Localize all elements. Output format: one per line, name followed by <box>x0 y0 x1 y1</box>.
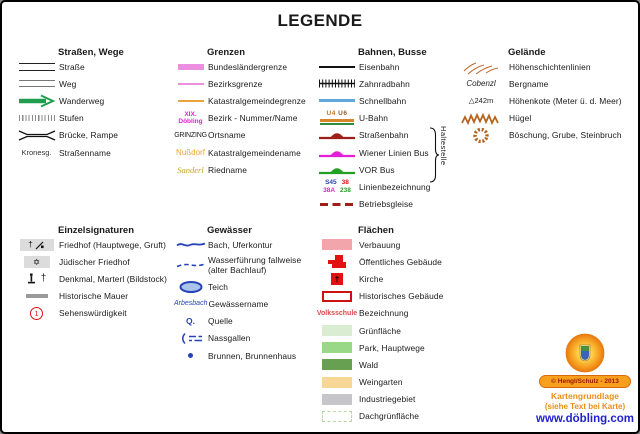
doebling-sun-logo-icon <box>565 333 605 373</box>
district-border-icon <box>178 83 204 85</box>
path-icon <box>19 80 55 87</box>
state-border-icon <box>178 64 204 70</box>
row-label: VOR Bus <box>359 164 395 175</box>
legend-row <box>15 270 167 287</box>
section-header: Gelände <box>508 47 546 58</box>
row-label: Höhenschichtenlinien <box>509 61 591 72</box>
section-header: Grenzen <box>207 47 246 58</box>
row-label: Wasserführung fallweise (alter Bachlauf) <box>208 255 302 275</box>
public-building-icon <box>316 254 358 269</box>
contour-lines-icon <box>454 59 508 75</box>
row-label: U-Bahn <box>359 113 388 124</box>
roof-green-swatch <box>322 411 352 422</box>
legend-row <box>174 347 301 364</box>
legend-row <box>174 295 301 312</box>
rack-railway-icon <box>316 79 358 88</box>
star-of-david-icon: ✡ <box>32 256 41 267</box>
legend-row <box>15 305 167 322</box>
row-label: Quelle <box>208 316 233 327</box>
monument-icon <box>27 273 47 284</box>
road-icon <box>19 63 55 71</box>
tram-stop-icon <box>316 130 358 140</box>
row-label: Dachgrünfläche <box>359 411 420 422</box>
row-label: Böschung, Grube, Steinbruch <box>509 130 622 141</box>
hill-icon <box>454 112 508 125</box>
forest-color-swatch <box>322 359 352 370</box>
stream-icon <box>174 239 207 250</box>
legend-row <box>316 75 431 92</box>
legend-row <box>454 58 622 75</box>
wet-area-icon <box>174 332 207 345</box>
row-label: Eisenbahn <box>359 61 400 72</box>
legend-row <box>316 178 431 195</box>
district-name-sample: XIX. Döbling <box>178 111 203 126</box>
haltestelle-label: Haltestelle <box>439 126 448 166</box>
row-label: Gewässername <box>208 298 269 309</box>
historic-building-icon <box>322 291 352 302</box>
jewish-cemetery-icon <box>24 256 50 268</box>
legend-row <box>174 313 301 330</box>
legend-row <box>15 288 167 305</box>
line-designation-samples: S45 38 38A 238 <box>323 178 351 194</box>
row-label: Schnellbahn <box>359 95 407 106</box>
row-label: Bezirksgrenze <box>208 78 263 89</box>
pond-icon <box>174 280 207 294</box>
row-label: Teich <box>208 281 229 292</box>
ried-name-sample: Sanderl <box>177 164 204 175</box>
legend-row <box>174 161 306 178</box>
legend-row <box>174 236 301 253</box>
row-label: Riedname <box>208 164 247 175</box>
designation-sample: Volksschule <box>316 309 358 317</box>
intermittent-stream-icon <box>174 261 207 270</box>
hiking-trail-icon <box>15 94 58 108</box>
ubahn-icon: U4 U6 <box>320 111 354 125</box>
legend-row <box>174 330 301 347</box>
vor-bus-stop-icon <box>316 165 358 175</box>
legend-row <box>316 144 431 161</box>
legend-row <box>15 127 124 144</box>
wayside-cross-icon: † <box>40 273 47 285</box>
section-flaechen <box>316 224 443 425</box>
row-label: Industriegebiet <box>359 394 416 405</box>
section-strassen-wege <box>15 46 124 161</box>
legend-row <box>316 161 431 178</box>
legend-row <box>316 270 443 287</box>
section-header: Gewässer <box>207 225 252 236</box>
row-label: Park, Hauptwege <box>359 342 425 353</box>
sight-badge-icon: 1 <box>30 307 43 320</box>
built-up-color-swatch <box>322 239 352 250</box>
legend-row <box>15 253 167 270</box>
row-label: Bezirk - Nummer/Name <box>208 113 298 124</box>
row-label: Historische Mauer <box>59 291 129 302</box>
legend-row <box>15 236 167 253</box>
row-label: Ortsname <box>208 130 246 141</box>
row-label: Straßenname <box>59 147 111 158</box>
row-label: Nassgallen <box>208 333 251 344</box>
crest-icon <box>580 345 590 361</box>
website-link[interactable]: www.döbling.com <box>536 412 634 425</box>
row-label: Höhenkote (Meter ü. d. Meer) <box>509 95 622 106</box>
section-header: Einzelsignaturen <box>58 225 135 236</box>
railway-icon <box>319 66 355 68</box>
row-label: Denkmal, Marterl (Bildstock) <box>59 273 167 284</box>
row-label: Brunnen, Brunnenhaus <box>208 350 297 361</box>
section-einzelsignaturen <box>15 224 167 322</box>
legend-row <box>316 391 443 408</box>
legend-row <box>316 92 431 109</box>
legend-row <box>316 305 443 322</box>
legend-row <box>174 110 306 127</box>
well-icon <box>188 353 193 358</box>
row-label: Katastralgemeindename <box>208 147 301 158</box>
row-label: Sehenswürdigkeit <box>59 308 127 319</box>
row-label: Straßenbahn <box>359 130 409 141</box>
city-bus-stop-icon <box>316 148 358 158</box>
legend-row <box>316 339 443 356</box>
row-label: Friedhof (Hauptwege, Gruft) <box>59 239 166 250</box>
row-label: Grünfläche <box>359 325 401 336</box>
row-label: Zahnradbahn <box>359 78 410 89</box>
section-header: Straßen, Wege <box>58 47 124 58</box>
legend-row <box>454 92 622 109</box>
row-label: Wald <box>359 359 379 370</box>
legend-row <box>316 288 443 305</box>
green-area-color-swatch <box>322 325 352 336</box>
stairs-icon <box>19 115 55 121</box>
legend-row <box>316 110 431 127</box>
legend-row <box>174 75 306 92</box>
section-grenzen <box>174 46 306 178</box>
legend-row <box>316 356 443 373</box>
service-track-icon <box>320 203 354 206</box>
place-name-sample: GRINZING <box>174 131 207 139</box>
row-label: Bezeichnung <box>359 308 409 319</box>
row-label: Verbauung <box>359 239 401 250</box>
section-bahnen-busse <box>316 46 431 213</box>
row-label: Weingarten <box>359 377 403 388</box>
row-label: Hügel <box>509 113 532 124</box>
grave-path-icon <box>35 240 45 250</box>
legend-row <box>316 127 431 144</box>
legend-row <box>15 144 124 161</box>
row-label: Jüdischer Friedhof <box>59 256 130 267</box>
sbahn-icon <box>319 99 355 102</box>
section-gewaesser <box>174 224 301 364</box>
row-label: Stufen <box>59 113 84 124</box>
legend-row <box>316 196 431 213</box>
legend-row <box>174 92 306 109</box>
legend-row <box>174 58 306 75</box>
legend-row <box>316 236 443 253</box>
legend-row <box>316 322 443 339</box>
legend-row <box>174 127 306 144</box>
cadastral-name-sample: Nußdorf <box>176 148 205 158</box>
park-color-swatch <box>322 342 352 353</box>
row-label: Bach, Uferkontur <box>208 239 273 250</box>
copyright-badge: © Hengl/Schulz - 2013 <box>539 375 631 388</box>
row-label: Weg <box>59 78 77 89</box>
spring-icon: Q. <box>186 316 195 327</box>
row-label: Straße <box>59 61 85 72</box>
street-name-sample: Kronesg. <box>21 148 52 158</box>
section-header: Bahnen, Busse <box>358 47 427 58</box>
church-icon: † <box>331 273 343 285</box>
industrial-color-swatch <box>322 394 352 405</box>
row-label: Bergname <box>509 78 549 89</box>
row-label: Kirche <box>359 273 384 284</box>
legend-row <box>15 75 124 92</box>
row-label: Brücke, Rampe <box>59 130 119 141</box>
legend-row <box>316 408 443 425</box>
row-label: Bundesländergrenze <box>208 61 288 72</box>
row-label: Öffentliches Gebäude <box>359 256 442 267</box>
row-label: Katastralgemeindegrenze <box>208 95 306 106</box>
water-name-sample: Arbesbach <box>174 300 208 308</box>
mountain-name-sample: Cobenzl <box>466 79 496 89</box>
map-source-line1: Kartengrundlage <box>550 391 619 401</box>
legend-row <box>454 75 622 92</box>
legend-row <box>174 278 301 295</box>
legend-row <box>316 58 431 75</box>
legend-row <box>174 144 306 161</box>
legend-row <box>15 92 124 109</box>
cadastral-border-icon <box>178 100 204 103</box>
bridge-icon <box>15 129 58 142</box>
map-source-line2: (siehe Text bei Karte) <box>544 401 626 411</box>
row-label: Betriebsgleise <box>359 199 414 210</box>
legend-row <box>316 374 443 391</box>
row-label: Wanderweg <box>59 95 105 106</box>
row-label: Linienbezeichnung <box>359 181 431 192</box>
cemetery-icon: † <box>20 239 54 251</box>
elevation-point-icon: △242m <box>468 96 494 106</box>
section-header: Flächen <box>358 225 394 236</box>
section-gelaende <box>454 46 622 144</box>
legend-row <box>15 110 124 127</box>
historic-wall-icon <box>26 294 48 298</box>
slope-quarry-icon <box>454 126 508 145</box>
page-title: LEGENDE <box>277 11 363 30</box>
vineyard-color-swatch <box>322 377 352 388</box>
legend-row <box>15 58 124 75</box>
legend-row <box>174 253 301 278</box>
legend-row <box>454 127 622 144</box>
footer <box>522 333 640 425</box>
legend-row <box>316 253 443 270</box>
legend-row <box>454 110 622 127</box>
row-label: Wiener Linien Bus <box>359 147 429 158</box>
row-label: Historisches Gebäude <box>359 291 444 302</box>
